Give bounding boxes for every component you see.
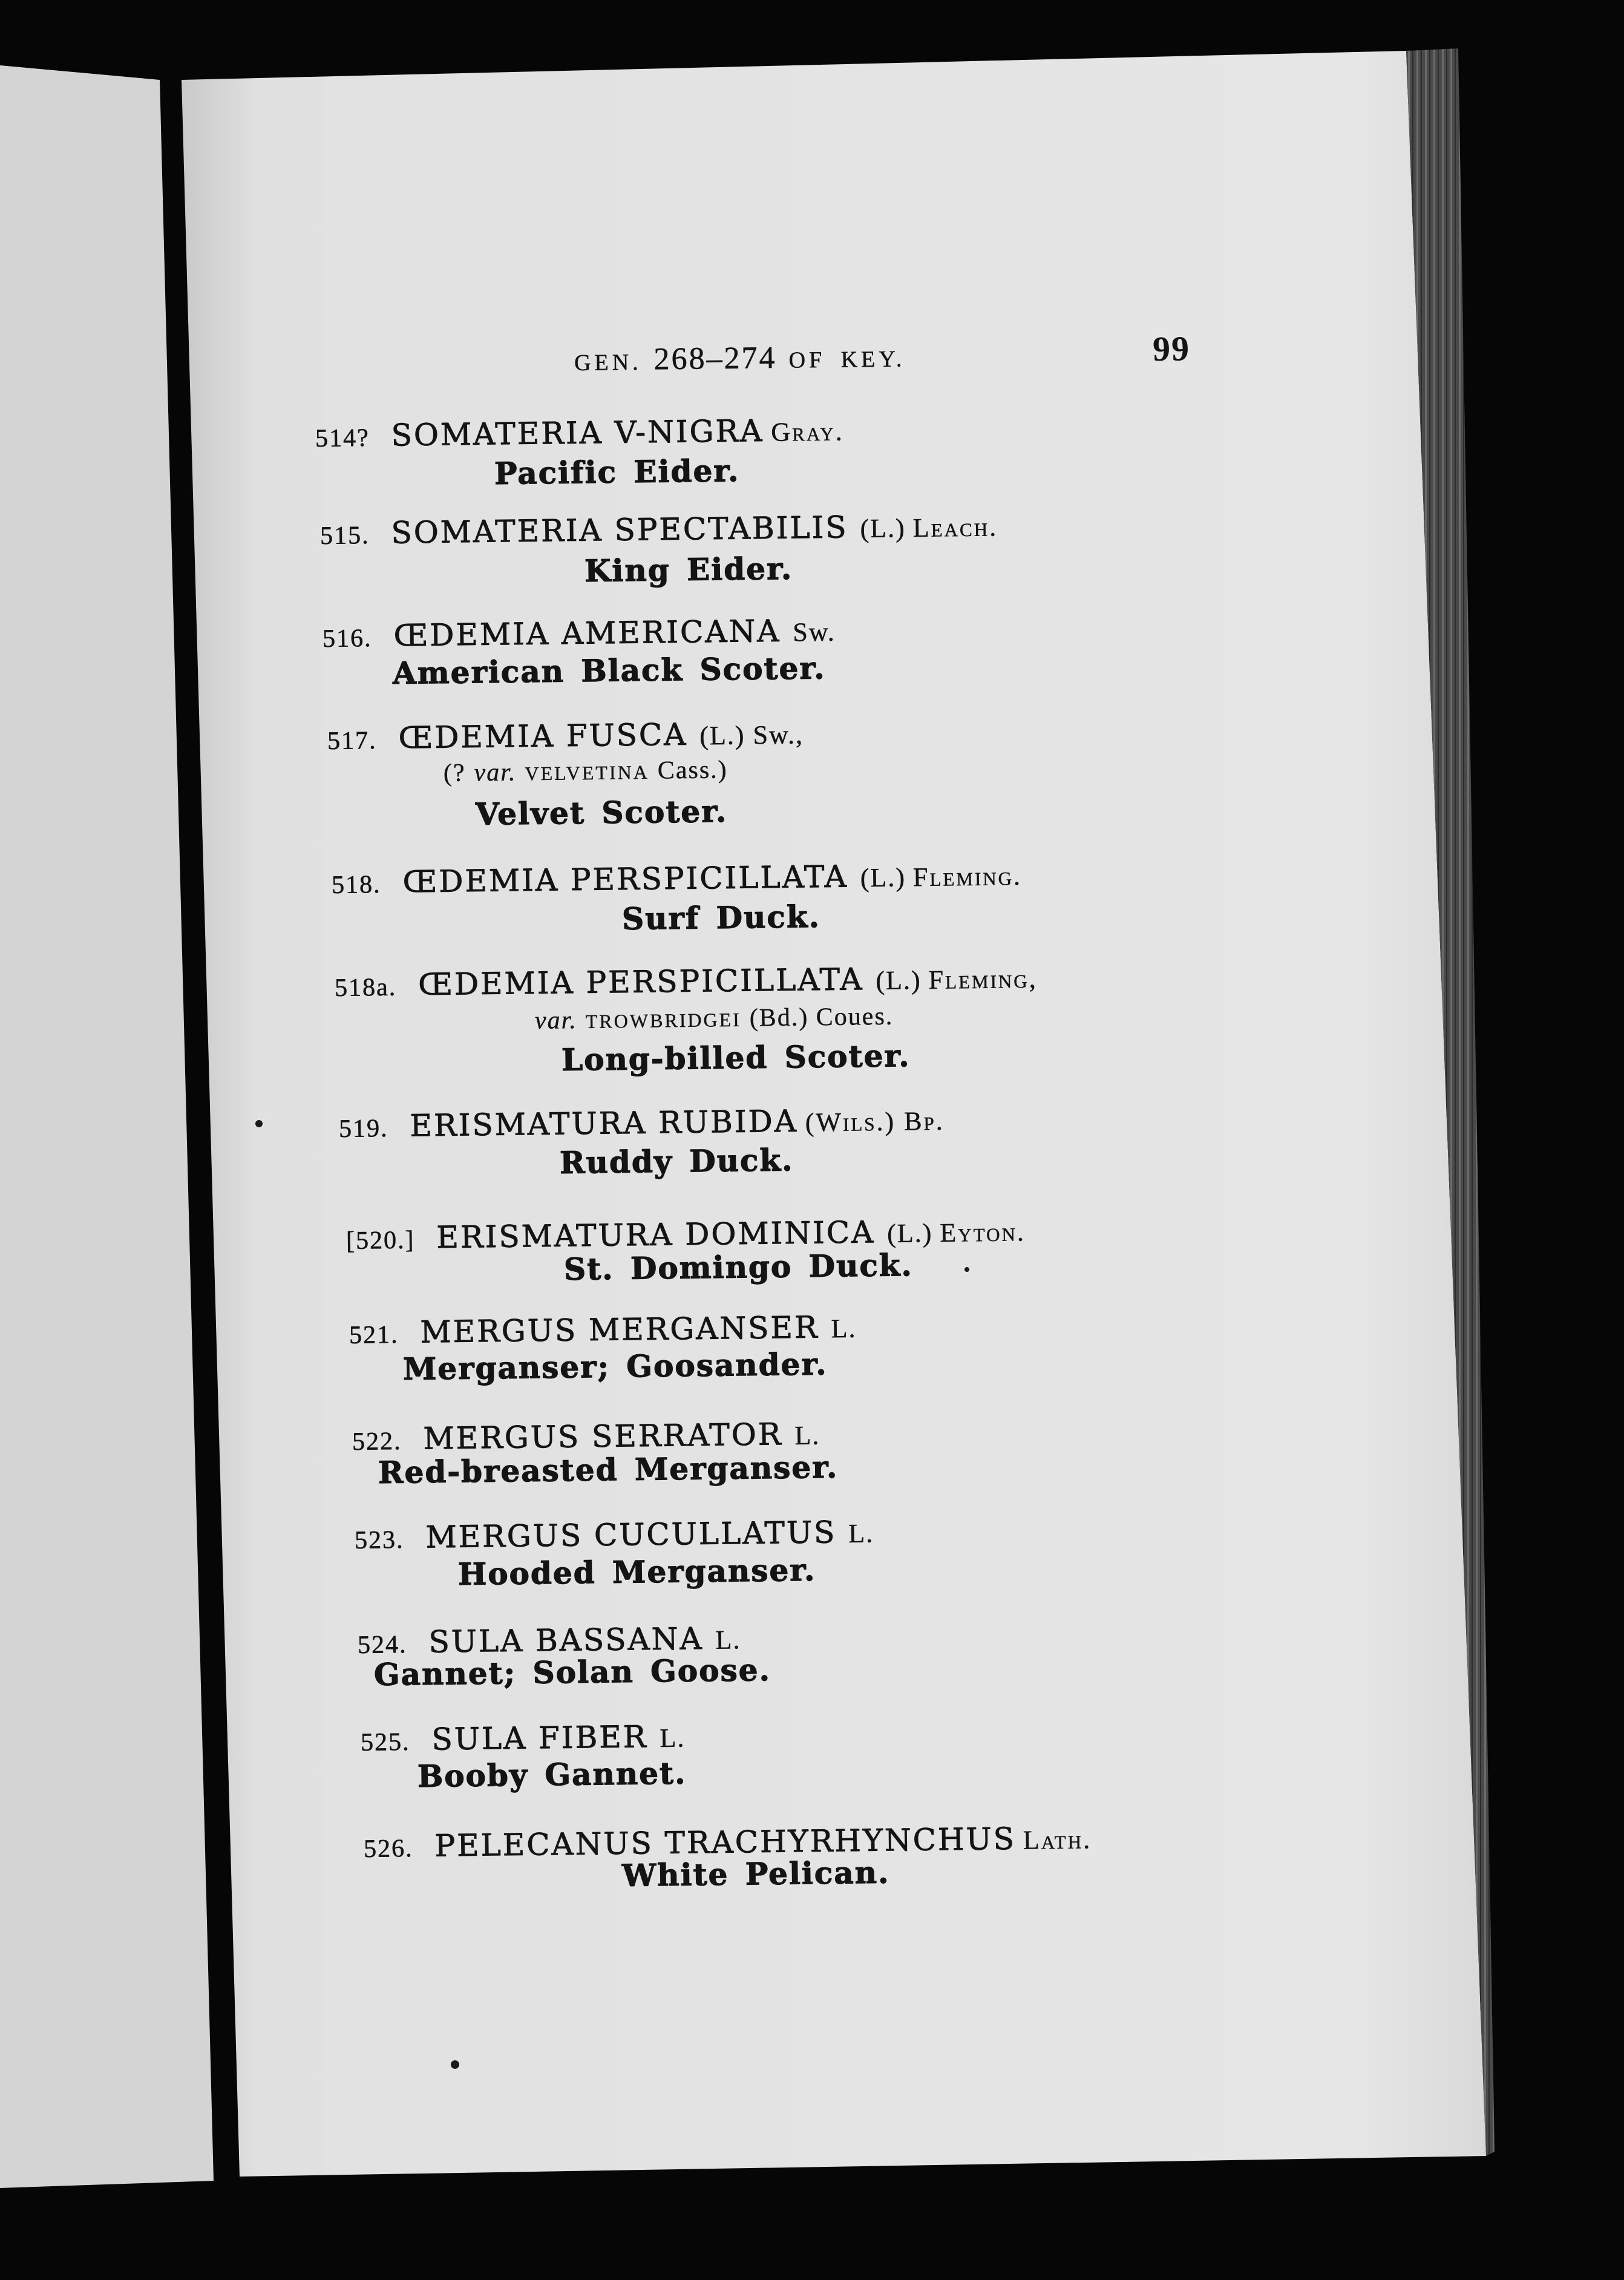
scientific-name: SOMATERIA V-NIGRA bbox=[391, 413, 764, 453]
variety-line bbox=[535, 998, 894, 1039]
common-name bbox=[403, 1346, 828, 1387]
entry-heading bbox=[323, 612, 836, 655]
running-head bbox=[574, 338, 906, 379]
scientific-name: MERGUS MERGANSER bbox=[420, 1309, 819, 1350]
entry-number: 516. bbox=[322, 624, 372, 653]
entry-number: 525. bbox=[360, 1728, 410, 1757]
common-name bbox=[393, 650, 826, 692]
variety-authority: (Bd.) Coues. bbox=[749, 1002, 894, 1032]
authority: (L.) Sw., bbox=[699, 719, 804, 751]
scientific-name: PELECANUS TRACHYRHYNCHUS bbox=[434, 1821, 1017, 1864]
scientific-name: SULA BASSANA bbox=[428, 1621, 704, 1660]
variety-abbrev: var. bbox=[474, 758, 517, 787]
entry-heading bbox=[320, 507, 998, 552]
authority-small-caps: Fleming. bbox=[912, 861, 1023, 893]
variety-authority: Cass.) bbox=[657, 756, 728, 785]
scan-speck bbox=[964, 1267, 969, 1272]
authority: L. bbox=[794, 1420, 820, 1451]
entry-number: 521. bbox=[349, 1321, 399, 1349]
variety-abbrev: var. bbox=[534, 1006, 578, 1035]
common-name-text: Hooded Merganser. bbox=[457, 1551, 816, 1592]
entry-heading bbox=[332, 856, 1023, 901]
variety-name: VELVETINA bbox=[525, 761, 650, 785]
authority-small-caps: Lath. bbox=[1023, 1824, 1092, 1855]
common-name bbox=[564, 1247, 914, 1288]
entry-number: 515. bbox=[319, 522, 370, 550]
common-name-text: Ruddy Duck. bbox=[559, 1142, 794, 1181]
common-name bbox=[560, 1142, 794, 1181]
common-name-text: Surf Duck. bbox=[621, 898, 821, 937]
scan-speck bbox=[451, 2060, 459, 2069]
page-number bbox=[1153, 330, 1191, 367]
scientific-name: ERISMATURA RUBIDA bbox=[410, 1103, 799, 1144]
entry-heading bbox=[335, 959, 1038, 1004]
scientific-name: SULA FIBER bbox=[431, 1719, 648, 1757]
authority: (L.) bbox=[886, 1218, 933, 1249]
authority-small-caps: Gray. bbox=[771, 416, 844, 447]
entry-heading bbox=[315, 411, 844, 454]
scientific-name: ŒDEMIA AMERICANA bbox=[393, 613, 781, 654]
running-head-suffix: OF KEY. bbox=[788, 346, 906, 373]
entry-number: 514? bbox=[315, 424, 370, 453]
entry-number: 524. bbox=[357, 1631, 407, 1659]
entry-number: 517. bbox=[327, 727, 377, 755]
common-name-text: Gannet; Solan Goose. bbox=[373, 1651, 771, 1692]
authority: L. bbox=[831, 1313, 857, 1344]
authority: L. bbox=[660, 1723, 686, 1753]
entry-number: 523. bbox=[354, 1526, 404, 1554]
common-name-text: King Eider. bbox=[584, 550, 793, 589]
entry-heading bbox=[327, 715, 804, 757]
entry-number: [520.] bbox=[345, 1226, 415, 1255]
entry-heading bbox=[339, 1101, 945, 1145]
common-name-text: Booby Gannet. bbox=[417, 1755, 687, 1794]
common-name bbox=[622, 1855, 890, 1894]
scientific-name: ERISMATURA DOMINICA bbox=[436, 1214, 876, 1256]
common-name-text: St. Domingo Duck. bbox=[563, 1246, 914, 1287]
entry-number: 518. bbox=[331, 871, 381, 899]
common-name bbox=[622, 899, 821, 937]
running-head-prefix: GEN. bbox=[574, 349, 642, 376]
scientific-name: ŒDEMIA PERSPICILLATA bbox=[402, 859, 849, 900]
scientific-name: MERGUS SERRATOR bbox=[423, 1417, 783, 1456]
entry-number: 522. bbox=[352, 1427, 402, 1456]
common-name bbox=[584, 551, 793, 589]
common-name-text: Velvet Scoter. bbox=[475, 793, 728, 832]
entry-number: 526. bbox=[363, 1835, 413, 1863]
common-name-text: White Pelican. bbox=[621, 1854, 890, 1893]
entry-heading bbox=[355, 1514, 874, 1556]
variety-open: (? bbox=[443, 759, 466, 787]
common-name bbox=[458, 1552, 816, 1593]
authority: (L.) bbox=[876, 965, 922, 996]
authority: L. bbox=[848, 1518, 874, 1549]
authority-small-caps: Eyton. bbox=[940, 1217, 1026, 1248]
scientific-name: ŒDEMIA PERSPICILLATA bbox=[417, 961, 864, 1003]
variety-line bbox=[444, 752, 728, 791]
scan-speck bbox=[255, 1120, 263, 1127]
authority-small-caps: (Wils.) Bp. bbox=[805, 1106, 945, 1138]
common-name-text: American Black Scoter. bbox=[392, 650, 826, 691]
left-page bbox=[0, 65, 214, 2188]
common-name-text: Long-billed Scoter. bbox=[561, 1037, 911, 1078]
common-name bbox=[494, 453, 740, 492]
common-name bbox=[378, 1449, 839, 1491]
scientific-name: ŒDEMIA FUSCA bbox=[398, 716, 688, 756]
common-name bbox=[417, 1755, 687, 1795]
common-name-text: Merganser; Goosander. bbox=[402, 1346, 828, 1387]
authority: L. bbox=[715, 1625, 741, 1655]
authority: (L.) bbox=[860, 862, 906, 893]
running-head-range: 268–274 bbox=[653, 340, 777, 377]
scientific-name: SOMATERIA SPECTABILIS bbox=[391, 509, 848, 551]
variety-name: TROWBRIDGEI bbox=[585, 1008, 742, 1032]
entry-number: 518a. bbox=[334, 973, 397, 1002]
common-name bbox=[374, 1652, 771, 1693]
common-name bbox=[562, 1038, 911, 1078]
authority: Sw. bbox=[793, 617, 836, 647]
authority-small-caps: Leach. bbox=[912, 512, 998, 543]
authority: (L.) bbox=[860, 513, 906, 544]
common-name bbox=[476, 793, 728, 833]
scientific-name: MERGUS CUCULLATUS bbox=[425, 1515, 837, 1555]
entry-heading bbox=[361, 1718, 686, 1758]
common-name-text: Red-breasted Merganser. bbox=[378, 1449, 839, 1490]
page-number-text: 99 bbox=[1152, 329, 1191, 369]
common-name-text: Pacific Eider. bbox=[494, 453, 740, 491]
authority-small-caps: Fleming, bbox=[928, 963, 1038, 995]
entry-heading bbox=[349, 1309, 857, 1351]
entry-number: 519. bbox=[338, 1115, 388, 1143]
